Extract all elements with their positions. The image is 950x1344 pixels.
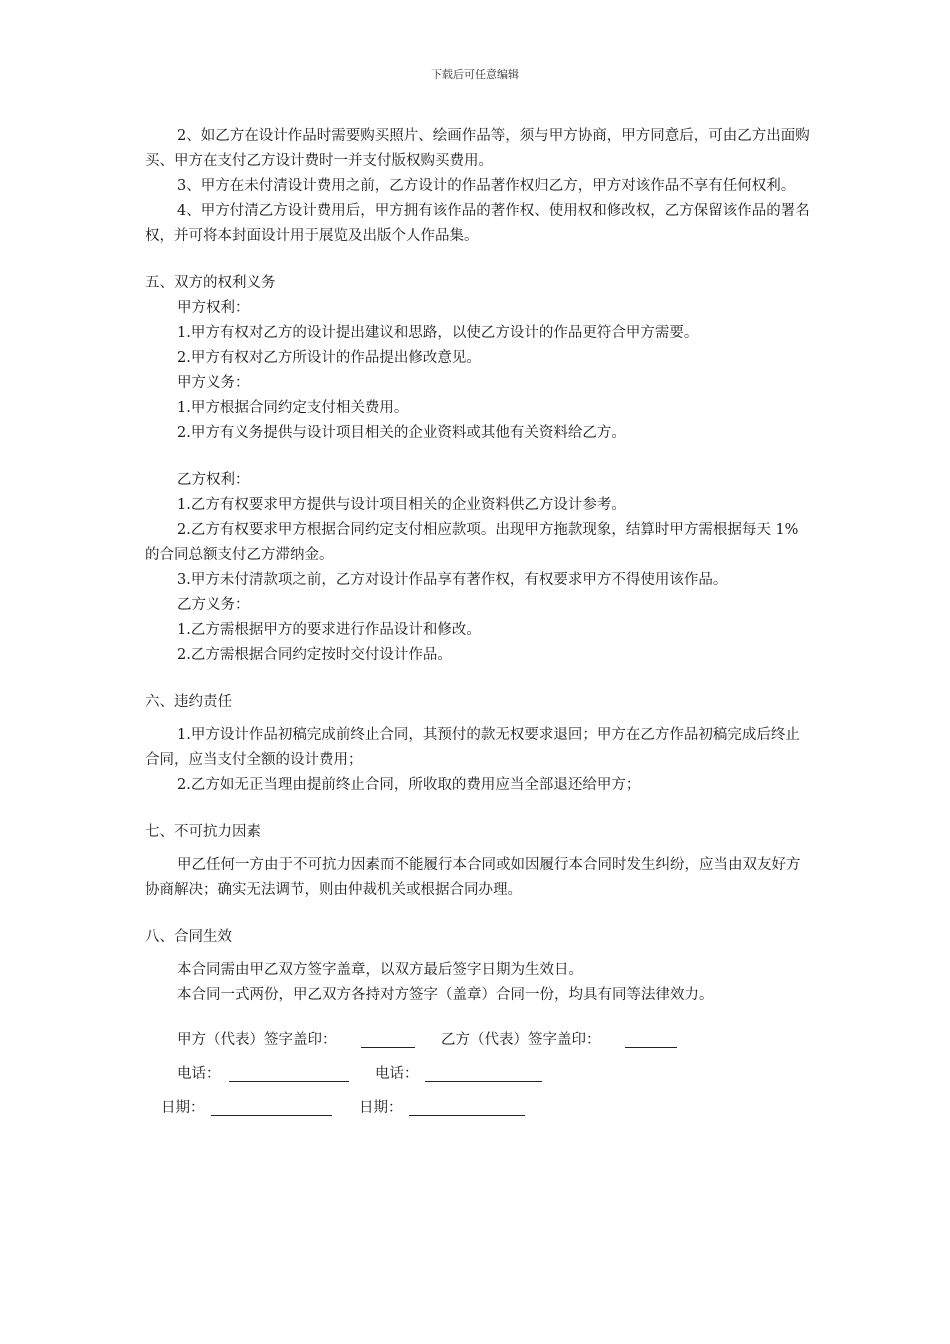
clause-2: 2、如乙方在设计作品时需要购买照片、绘画作品等，须与甲方协商，甲方同意后，可由乙方出面购买、甲方在支付乙方设计费时一并支付版权购买费用。 [145,128,810,169]
breach-item-1: 1.甲方设计作品初稿完成前终止合同，其预付的款无权要求退回；甲方在乙方作品初稿完成后终止合同，应当支付全额的设计费用； [145,727,800,768]
force-majeure-text: 甲乙任何一方由于不可抗力因素而不能履行本合同或如因履行本合同时发生纠纷，应当由双友好方协商解决；确实无法调节，则由仲裁机关或根据合同办理。 [145,857,801,898]
page-header: 下载后可任意编辑 [431,68,519,81]
party-a-phone-blank[interactable] [229,1065,349,1082]
section-8-title: 八、合同生效 [145,929,232,945]
section-5-title: 五、双方的权利义务 [145,275,276,291]
party-a-date-blank[interactable] [211,1099,332,1116]
party-a-phone-label: 电话： [177,1066,221,1082]
party-a-date-label: 日期： [161,1100,205,1116]
party-b-duties-title: 乙方义务： [177,597,250,613]
party-a-rights-title: 甲方权利： [177,300,250,316]
section-6-title: 六、违约责任 [145,694,232,710]
breach-item-2: 2.乙方如无正当理由提前终止合同，所收取的费用应当全部退还给甲方； [177,777,641,793]
party-b-phone-label: 电话： [375,1066,419,1082]
effect-line-1: 本合同需由甲乙双方签字盖章，以双方最后签字日期为生效日。 [177,962,583,978]
party-b-duty-1: 1.乙方需根据甲方的要求进行作品设计和修改。 [177,622,481,638]
party-a-seal-label: 甲方（代表）签字盖印： [177,1032,337,1048]
party-b-right-2: 2.乙方有权要求甲方根据合同约定支付相应款项。出现甲方拖款现象，结算时甲方需根据每天 1%的合同总额支付乙方滞纳金。 [145,522,799,563]
effect-line-2: 本合同一式两份，甲乙双方各持对方签字（盖章）合同一份，均具有同等法律效力。 [177,987,714,1003]
party-a-duty-1: 1.甲方根据合同约定支付相关费用。 [177,400,409,416]
party-a-duty-2: 2.甲方有义务提供与设计项目相关的企业资料或其他有关资料给乙方。 [177,425,626,441]
party-b-seal-blank[interactable] [625,1031,677,1048]
party-a-seal-blank[interactable] [361,1031,415,1048]
section-7-title: 七、不可抗力因素 [145,824,261,840]
contract-body [145,124,810,1120]
party-a-right-2: 2.甲方有权对乙方所设计的作品提出修改意见。 [177,350,481,366]
clause-3: 3、甲方在未付清设计费用之前，乙方设计的作品著作权归乙方，甲方对该作品不享有任何权利。 [177,178,796,194]
seal-row [145,1028,810,1052]
party-b-rights-title: 乙方权利： [177,472,250,488]
party-b-duty-2: 2.乙方需根据合同约定按时交付设计作品。 [177,647,452,663]
date-row [145,1096,810,1120]
party-b-date-blank[interactable] [409,1099,525,1116]
party-b-date-label: 日期： [359,1100,403,1116]
party-b-seal-label: 乙方（代表）签字盖印： [441,1032,601,1048]
party-b-phone-blank[interactable] [425,1065,542,1082]
party-a-duties-title: 甲方义务： [177,375,250,391]
party-b-right-3: 3.甲方未付清款项之前，乙方对设计作品享有著作权，有权要求甲方不得使用该作品。 [177,572,728,588]
party-b-right-1: 1.乙方有权要求甲方提供与设计项目相关的企业资料供乙方设计参考。 [177,497,626,513]
party-a-right-1: 1.甲方有权对乙方的设计提出建议和思路，以使乙方设计的作品更符合甲方需要。 [177,325,699,341]
phone-row [145,1062,810,1086]
clause-4: 4、甲方付清乙方设计费用后，甲方拥有该作品的著作权、使用权和修改权，乙方保留该作品的署名权，并可将本封面设计用于展览及出版个人作品集。 [145,203,810,244]
